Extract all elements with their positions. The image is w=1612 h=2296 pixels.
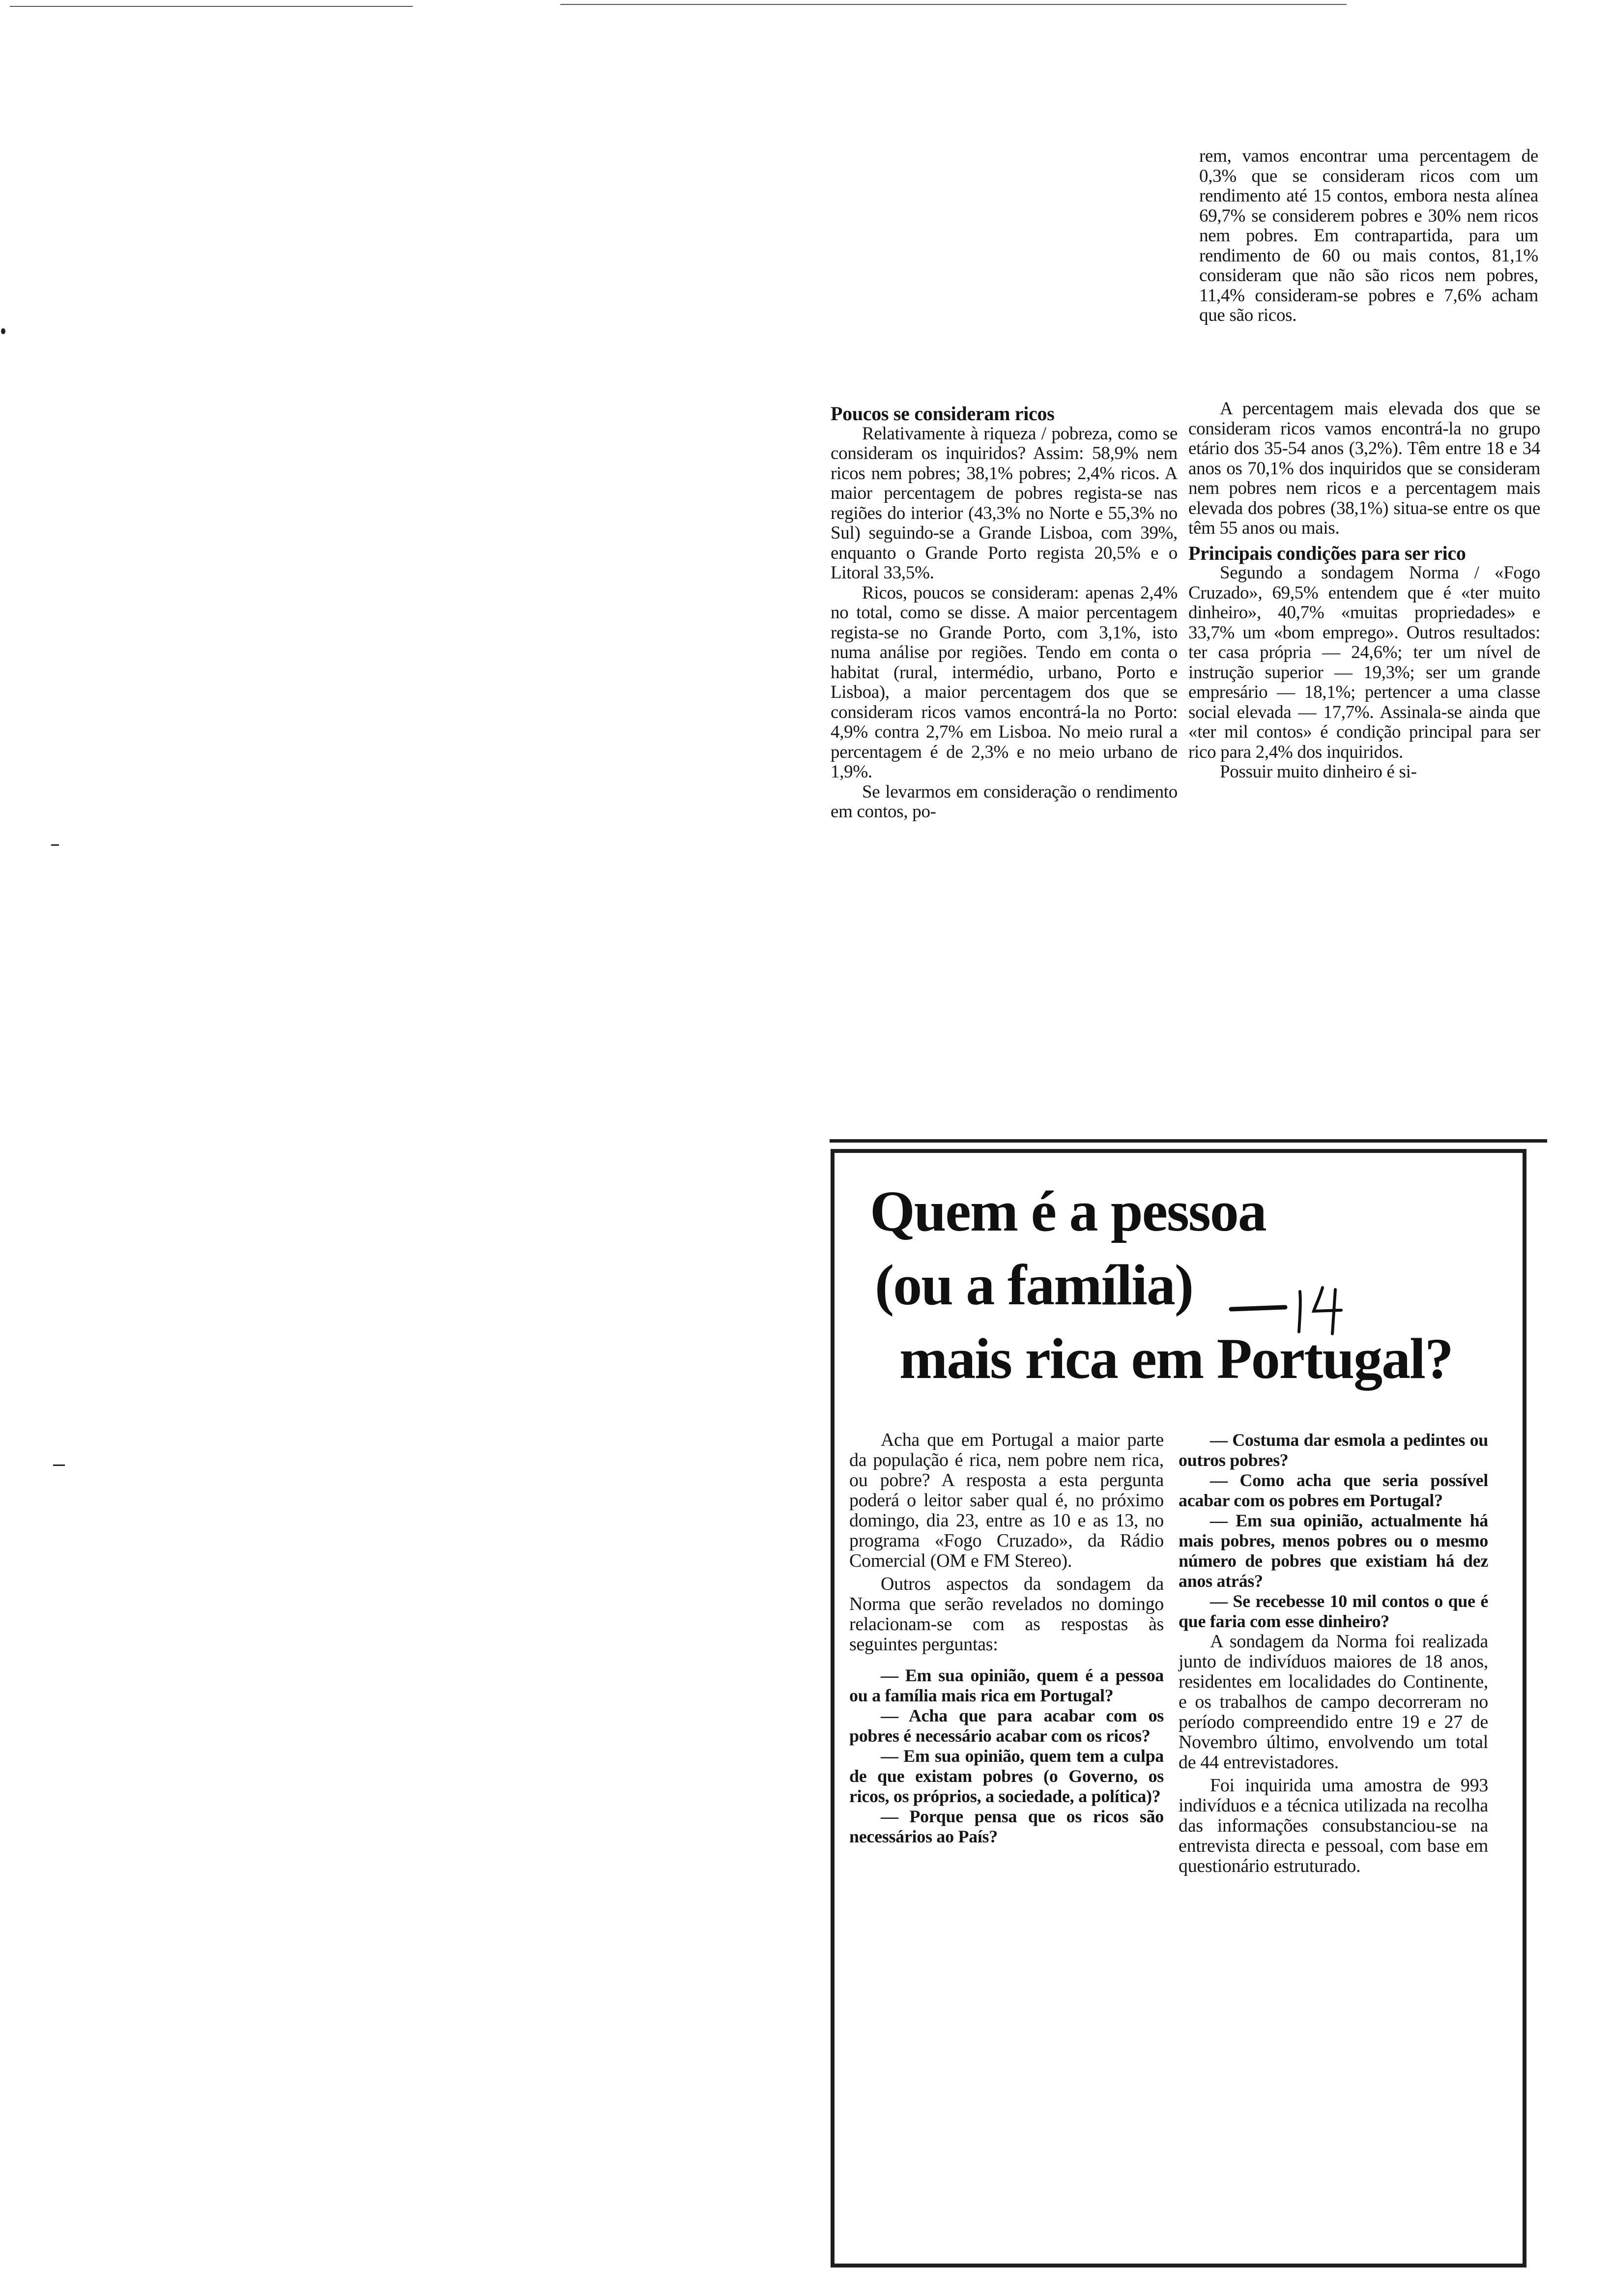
methodology-paragraph: Foi inquirida uma amostra de 993 indivíduos e a técnica utilizada na recolha das informações consubstanciou-se na entrevista directa e pessoal, com base em questionário estruturado.	[1179, 1775, 1488, 1876]
margin-tick	[53, 1464, 65, 1466]
survey-question: — Em sua opinião, quem tem a culpa de que existam pobres (o Governo, os ricos, os próprios, a sociedade, a política)?	[849, 1746, 1164, 1806]
article-right-column	[1188, 399, 1540, 782]
feature-intro-2: Outros aspectos da sondagem da Norma que serão revelados no domingo relacionam-se com as respostas às seguintes perguntas:	[849, 1574, 1164, 1655]
survey-question: — Como acha que seria possível acabar com os pobres em Portugal?	[1179, 1470, 1488, 1510]
article-paragraph: Ricos, poucos se consideram: apenas 2,4% no total, como se disse. A maior percentagem regista-se no Grande Porto, com 3,1%, isto numa análise por regiões. Tendo em conta o habitat (rural, intermédio, urbano, Porto e Lisboa), a maior percentagem dos que se consideram ricos vamos encontrá-la no Porto: 4,9% contra 2,7% em Lisboa. No meio rural a percentagem é de 2,3% e no meio urbano de 1,9%.	[831, 582, 1178, 782]
section-subheading: Poucos se consideram ricos	[831, 402, 1055, 425]
scan-edge-line	[560, 4, 1347, 5]
article-paragraph: Segundo a sondagem Norma / «Fogo Cruzado», 69,5% entendem que é «ter muito dinheiro», 40,7% «muitas propriedades» e 33,7% um «bom emprego». Outros resultados: ter casa própria — 24,6%; ter um nível de instrução superior — 19,3%; ser um grande empresário — 18,1%; pertencer a uma classe social elevada — 17,7%. Assinala-se ainda que «ter mil contos» é condição principal para ser rico para 2,4% dos inquiridos.	[1188, 563, 1540, 762]
article-paragraph: A percentagem mais elevada dos que se consideram ricos vamos encontrá-la no grupo etário dos 35-54 anos (3,2%). Têm entre 18 e 34 anos os 70,1% dos inquiridos que se consideram nem pobres nem ricos e a percentagem mais elevada dos pobres (38,1%) situa-se entre os que têm 55 anos ou mais.	[1188, 399, 1540, 538]
headline-line-1: Quem é a pessoa	[870, 1179, 1266, 1243]
survey-question: — Acha que para acabar com os pobres é necessário acabar com os ricos?	[849, 1706, 1164, 1746]
feature-right-column	[1179, 1430, 1488, 1879]
handwritten-annotation-text: 14	[1231, 1274, 1239, 1283]
article-continuation-column	[1199, 146, 1538, 326]
headline	[860, 1175, 1509, 1396]
methodology-paragraph: A sondagem da Norma foi realizada junto de indivíduos maiores de 18 anos, residentes em localidades do Continente, e os trabalhos de campo decorreram no período compreendido entre 19 e 27 de Novembro último, envolvendo um total de 44 entrevistadores.	[1179, 1631, 1488, 1773]
feature-intro: Acha que em Portugal a maior parte da população é rica, nem pobre nem rica, ou pobre? A resposta a esta pergunta poderá o leitor saber qual é, no próximo domingo, dia 23, entre as 10 e as 13, no programa «Fogo Cruzado», da Rádio Comercial (OM e FM Stereo).	[849, 1430, 1164, 1571]
article-paragraph: Relativamente à riqueza / pobreza, como se consideram os inquiridos? Assim: 58,9% nem ricos nem pobres; 38,1% pobres; 2,4% ricos. A maior percentagem de pobres regista-se nas regiões do interior (43,3% no Norte e 55,3% no Sul) seguindo-se a Grande Lisboa, com 39%, enquanto o Grande Porto regista 20,5% e o Litoral 33,5%.	[831, 423, 1178, 583]
survey-question: — Porque pensa que os ricos são necessários ao País?	[849, 1807, 1164, 1846]
headline-line-2: (ou a família)	[875, 1253, 1193, 1317]
article-paragraph: Se levarmos em consideração o rendimento em contos, po-	[831, 781, 1178, 822]
scan-edge-line	[10, 6, 413, 7]
section-divider	[830, 1139, 1547, 1143]
article-continuation-text: rem, vamos encontrar uma percentagem de 0,3% que se consideram ricos com um rendimento até 15 contos, embora nesta alínea 69,7% se considerem pobres e 30% nem ricos nem pobres. Em contrapartida, para um rendimento de 60 ou mais contos, 81,1% consideram que não são ricos nem pobres, 11,4% consideram-se pobres e 7,6% acham que são ricos.	[1199, 146, 1538, 325]
handwritten-annotation	[1231, 1274, 1344, 1335]
survey-question: — Em sua opinião, quem é a pessoa ou a família mais rica em Portugal?	[849, 1665, 1164, 1705]
survey-question: — Se recebesse 10 mil contos o que é que faria com esse dinheiro?	[1179, 1591, 1488, 1631]
headline-line-3: mais rica em Portugal?	[899, 1326, 1453, 1391]
article-left-column	[831, 399, 1178, 822]
margin-tick	[51, 844, 59, 846]
section-subheading: Principais condições para ser rico	[1188, 542, 1466, 564]
survey-question: — Costuma dar esmola a pedintes ou outros pobres?	[1179, 1430, 1488, 1470]
margin-dot	[1, 328, 5, 334]
feature-left-column	[849, 1430, 1164, 1847]
article-paragraph: Possuir muito dinheiro é si-	[1220, 762, 1417, 782]
survey-question: — Em sua opinião, actualmente há mais pobres, menos pobres ou o mesmo número de pobres que existiam há dez anos atrás?	[1179, 1511, 1488, 1591]
